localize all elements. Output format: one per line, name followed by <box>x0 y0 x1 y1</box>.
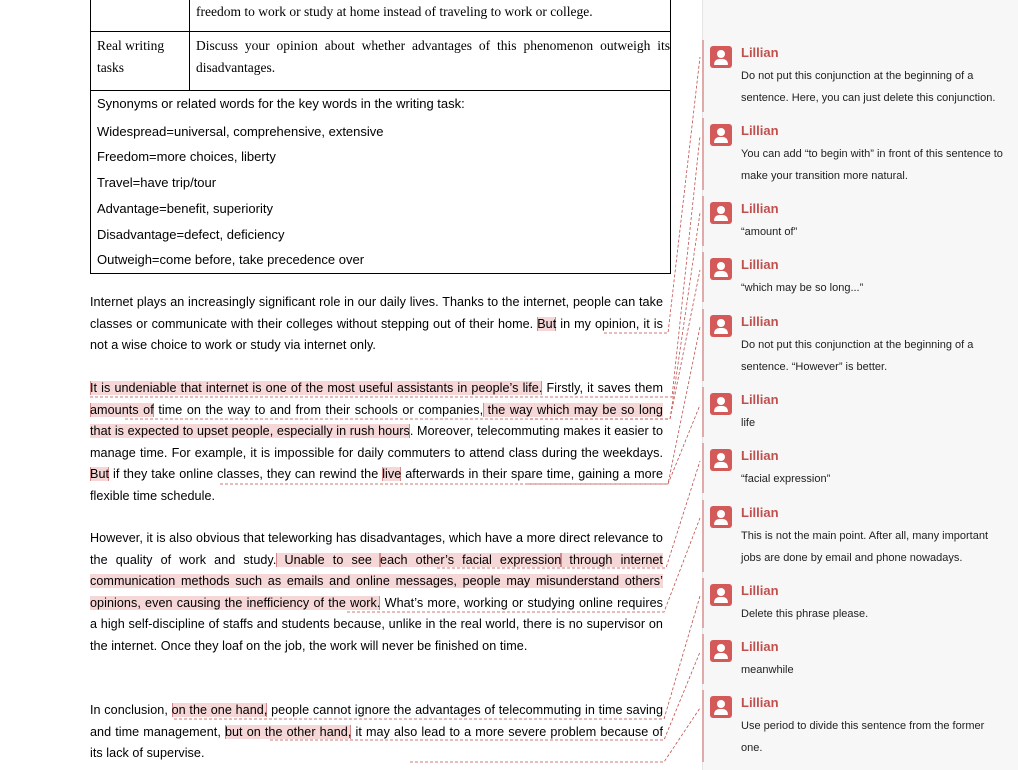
synonyms-heading: Synonyms or related words for the key words in the writing task: <box>97 96 465 111</box>
comment-card[interactable] <box>702 252 1018 302</box>
comment-card[interactable] <box>702 387 1018 437</box>
comment-card[interactable] <box>702 634 1018 684</box>
comment-card[interactable] <box>702 118 1018 190</box>
comment-highlight[interactable]: through internet communication methods such as emails and online messages, people may misunderstand others’ opinions, even causing the inefficiency of the work. <box>90 552 663 610</box>
real-writing-task-label: Real writing tasks <box>91 32 190 91</box>
comment-card[interactable] <box>702 196 1018 246</box>
comment-indicator <box>702 309 704 381</box>
essay-paragraph-conclusion[interactable] <box>90 700 663 765</box>
essay-paragraph-disadvantages[interactable] <box>90 528 663 657</box>
comment-card[interactable] <box>702 309 1018 381</box>
comment-author: Lillian <box>741 45 779 60</box>
synonym-line: Advantage=benefit, superiority <box>97 200 273 216</box>
synonym-line: Travel=have trip/tour <box>97 175 217 191</box>
synonym-line: Freedom=more choices, liberty <box>97 149 276 165</box>
comment-text[interactable]: “facial expression” <box>741 473 831 485</box>
comment-highlight[interactable]: on the one hand, <box>171 703 268 717</box>
comment-highlight[interactable]: amounts of <box>90 402 154 417</box>
user-avatar-icon <box>710 584 732 606</box>
comment-indicator <box>702 690 704 762</box>
essay-paragraph-advantages[interactable] <box>90 378 663 507</box>
text-run: . Moreover, telecommuting makes it easier to manage time. For example, it is impossible for daily commuters to attend class during the weekdays. <box>90 424 664 460</box>
text-run: if they take online classes, they can rewind the <box>109 467 383 481</box>
comment-indicator <box>702 196 704 246</box>
comment-text[interactable]: “which may be so long...” <box>741 282 864 294</box>
user-avatar-icon <box>710 696 732 718</box>
synonym-line: Disadvantage=defect, deficiency <box>97 226 285 242</box>
comment-highlight[interactable]: Unable to see <box>276 552 381 567</box>
comment-highlight[interactable]: each other’s facial expression <box>380 552 562 567</box>
comment-author: Lillian <box>741 583 779 598</box>
text-run: people cannot ignore the advantages of telecommuting in time saving and time management, <box>90 703 663 739</box>
comment-text[interactable]: This is not the main point. After all, many important jobs are done by email and phone nowadays. <box>741 530 989 564</box>
comment-card[interactable] <box>702 690 1018 762</box>
synonym-line: Outweigh=come before, take precedence over <box>97 252 365 268</box>
text-run: in my opinion, it is not a wise choice to work or study via internet only. <box>90 316 663 352</box>
comment-card[interactable] <box>702 40 1018 112</box>
comment-text[interactable]: “amount of” <box>741 226 798 238</box>
user-avatar-icon <box>710 393 732 415</box>
comment-author: Lillian <box>741 639 779 654</box>
comment-indicator <box>702 40 704 112</box>
comment-card[interactable] <box>702 500 1018 572</box>
comment-author: Lillian <box>741 695 779 710</box>
user-avatar-icon <box>710 315 732 337</box>
comment-text[interactable]: life <box>741 417 756 429</box>
essay-paragraph-intro[interactable] <box>90 292 663 357</box>
comment-highlight[interactable]: the way which may be so long that is expected to upset people, especially in rush hours <box>90 402 663 438</box>
comment-highlight[interactable]: but on the other hand, <box>224 724 352 739</box>
comment-indicator <box>702 578 704 628</box>
comment-highlight[interactable]: But <box>90 467 110 481</box>
text-run: However, it is also obvious that teleworking has disadvantages, which have a more direct relevance to the quality of work and study. <box>90 531 663 567</box>
text-run: Firstly, it saves them <box>542 381 664 395</box>
comment-card[interactable] <box>702 578 1018 628</box>
real-writing-task-text: Discuss your opinion about whether advantages of this phenomenon outweigh its disadvantages. <box>190 32 671 91</box>
comment-author: Lillian <box>741 257 779 272</box>
text-run: afterwards in their spare time, gaining a more flexible time schedule. <box>90 467 663 503</box>
comment-author: Lillian <box>741 314 779 329</box>
task-row-text: freedom to work or study at home instead of traveling to work or college. <box>190 0 671 32</box>
task-row-label <box>91 0 190 32</box>
user-avatar-icon <box>710 449 732 471</box>
comment-indicator <box>702 118 704 190</box>
user-avatar-icon <box>710 640 732 662</box>
user-avatar-icon <box>710 124 732 146</box>
text-run: What’s more, working or studying online requires a high self-discipline of staffs and students because, unlike in the real world, there is no supervisor on the internet. Once they loaf on the job, the work will never be finished on time. <box>90 595 663 653</box>
comment-card[interactable] <box>702 443 1018 493</box>
comment-text[interactable]: Delete this phrase please. <box>741 608 869 620</box>
comment-indicator <box>702 387 704 437</box>
comment-text[interactable]: You can add “to begin with” in front of this sentence to make your transition more natural. <box>741 148 1003 182</box>
comment-indicator <box>702 443 704 493</box>
comment-indicator <box>702 500 704 572</box>
comment-highlight[interactable]: It is undeniable that internet is one of the most useful assistants in people’s life. <box>90 381 543 395</box>
comment-author: Lillian <box>741 505 779 520</box>
comment-author: Lillian <box>741 123 779 138</box>
user-avatar-icon <box>710 258 732 280</box>
comment-text[interactable]: Do not put this conjunction at the beginning of a sentence. Here, you can just delete this conjunction. <box>741 70 996 104</box>
synonym-line: Widespread=universal, comprehensive, extensive <box>97 123 384 139</box>
writing-task-table <box>90 0 671 274</box>
comment-indicator <box>702 252 704 302</box>
comment-author: Lillian <box>741 448 779 463</box>
comment-author: Lillian <box>741 201 779 216</box>
comment-highlight[interactable]: live <box>382 467 402 481</box>
synonyms-cell <box>91 91 671 274</box>
comment-indicator <box>702 634 704 684</box>
text-run: In conclusion, <box>90 703 172 717</box>
text-run: Internet plays an increasingly significant role in our daily lives. Thanks to the internet, people can take classes or communicate with their colleges without stepping out of their home. <box>90 295 663 331</box>
comment-author: Lillian <box>741 392 779 407</box>
comment-text[interactable]: Do not put this conjunction at the beginning of a sentence. “However” is better. <box>741 339 974 373</box>
comment-text[interactable]: Use period to divide this sentence from the former one. <box>741 720 985 754</box>
text-run: it may also lead to a more severe problem because of its lack of supervise. <box>90 724 664 760</box>
text-run: time on the way to and from their schools or companies, <box>153 402 484 417</box>
user-avatar-icon <box>710 506 732 528</box>
comment-highlight[interactable]: But <box>537 316 557 331</box>
comment-text[interactable]: meanwhile <box>741 664 794 676</box>
user-avatar-icon <box>710 46 732 68</box>
user-avatar-icon <box>710 202 732 224</box>
